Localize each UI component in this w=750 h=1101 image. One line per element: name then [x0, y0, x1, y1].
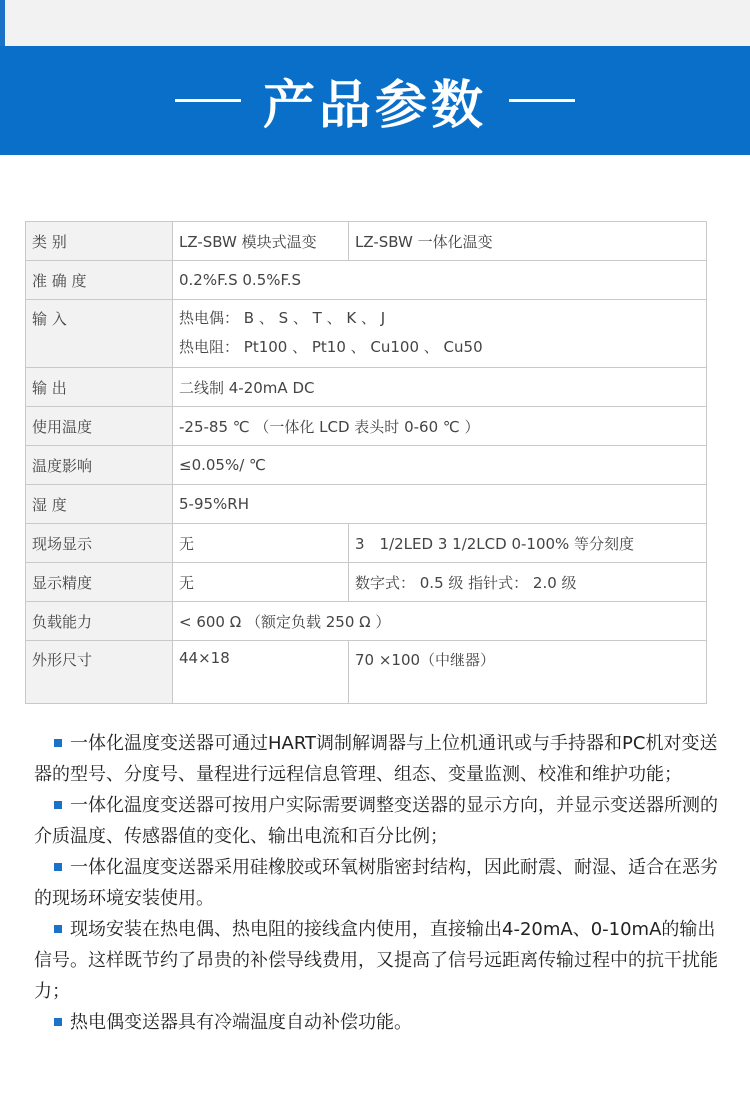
table-cell: LZ-SBW 一体化温变	[349, 222, 707, 261]
left-dash-decoration	[175, 99, 241, 102]
square-bullet-icon	[54, 1018, 62, 1026]
row-label: 输 出	[26, 368, 173, 407]
table-row	[26, 563, 707, 602]
table-row	[26, 446, 707, 485]
table-cell: 无	[173, 563, 349, 602]
table-cell: ≤0.05%/ ℃	[173, 446, 707, 485]
square-bullet-icon	[54, 739, 62, 747]
list-item	[34, 1007, 720, 1038]
row-label: 输 入	[26, 300, 173, 368]
row-label: 外形尺寸	[26, 641, 173, 704]
table-cell: -25-85 ℃ （一体化 LCD 表头时 0-60 ℃ ）	[173, 407, 707, 446]
right-dash-decoration	[509, 99, 575, 102]
table-cell: 70 ×100（中继器）	[349, 641, 707, 704]
feature-text: 一体化温度变送器采用硅橡胶或环氧树脂密封结构，因此耐震、耐湿、适合在恶劣的现场环境安装使用。	[34, 857, 718, 909]
table-row	[26, 261, 707, 300]
row-label: 显示精度	[26, 563, 173, 602]
table-row	[26, 641, 707, 704]
feature-text: 热电偶变送器具有冷端温度自动补偿功能。	[70, 1012, 412, 1033]
table-cell: LZ-SBW 模块式温变	[173, 222, 349, 261]
table-row	[26, 300, 707, 336]
table-row	[26, 368, 707, 407]
row-label: 类 别	[26, 222, 173, 261]
feature-text: 一体化温度变送器可按用户实际需要调整变送器的显示方向，并显示变送器所测的介质温度、传感器值的变化、输出电流和百分比例；	[34, 795, 718, 847]
table-cell: 数字式： 0.5 级 指针式： 2.0 级	[349, 563, 707, 602]
top-strip	[0, 0, 750, 46]
page-title: 产品参数	[262, 76, 487, 136]
table-row	[26, 222, 707, 261]
table-cell: 二线制 4-20mA DC	[173, 368, 707, 407]
table-cell: 3 1/2LED 3 1/2LCD 0-100% 等分刻度	[349, 524, 707, 563]
table-row	[26, 524, 707, 563]
table-cell: 热电偶： B 、 S 、 T 、 K 、 J	[173, 300, 707, 336]
row-label: 准 确 度	[26, 261, 173, 300]
table-cell: 热电阻： Pt100 、 Pt10 、 Cu100 、 Cu50	[173, 336, 707, 368]
list-item	[34, 728, 720, 790]
list-item	[34, 852, 720, 914]
row-label: 负载能力	[26, 602, 173, 641]
row-label: 湿 度	[26, 485, 173, 524]
feature-list	[34, 728, 720, 1038]
table-cell: 0.2%F.S 0.5%F.S	[173, 261, 707, 300]
table-cell: 无	[173, 524, 349, 563]
table-cell: 5-95%RH	[173, 485, 707, 524]
table-cell: 44×18	[173, 641, 349, 704]
list-item	[34, 790, 720, 852]
title-banner	[0, 46, 750, 155]
table-row	[26, 485, 707, 524]
feature-text: 一体化温度变送器可通过HART调制解调器与上位机通讯或与手持器和PC机对变送器的型号、分度号、量程进行远程信息管理、组态、变量监测、校准和维护功能；	[34, 733, 718, 785]
square-bullet-icon	[54, 801, 62, 809]
spec-table	[25, 221, 707, 704]
table-row	[26, 602, 707, 641]
feature-text: 现场安装在热电偶、热电阻的接线盒内使用，直接输出4-20mA、0-10mA的输出信号。这样既节约了昂贵的补偿导线费用，又提高了信号远距离传输过程中的抗干扰能力；	[34, 919, 718, 1002]
row-label: 使用温度	[26, 407, 173, 446]
list-item	[34, 914, 720, 1007]
square-bullet-icon	[54, 863, 62, 871]
square-bullet-icon	[54, 925, 62, 933]
table-cell: < 600 Ω （额定负载 250 Ω ）	[173, 602, 707, 641]
row-label: 现场显示	[26, 524, 173, 563]
table-row	[26, 407, 707, 446]
row-label: 温度影响	[26, 446, 173, 485]
